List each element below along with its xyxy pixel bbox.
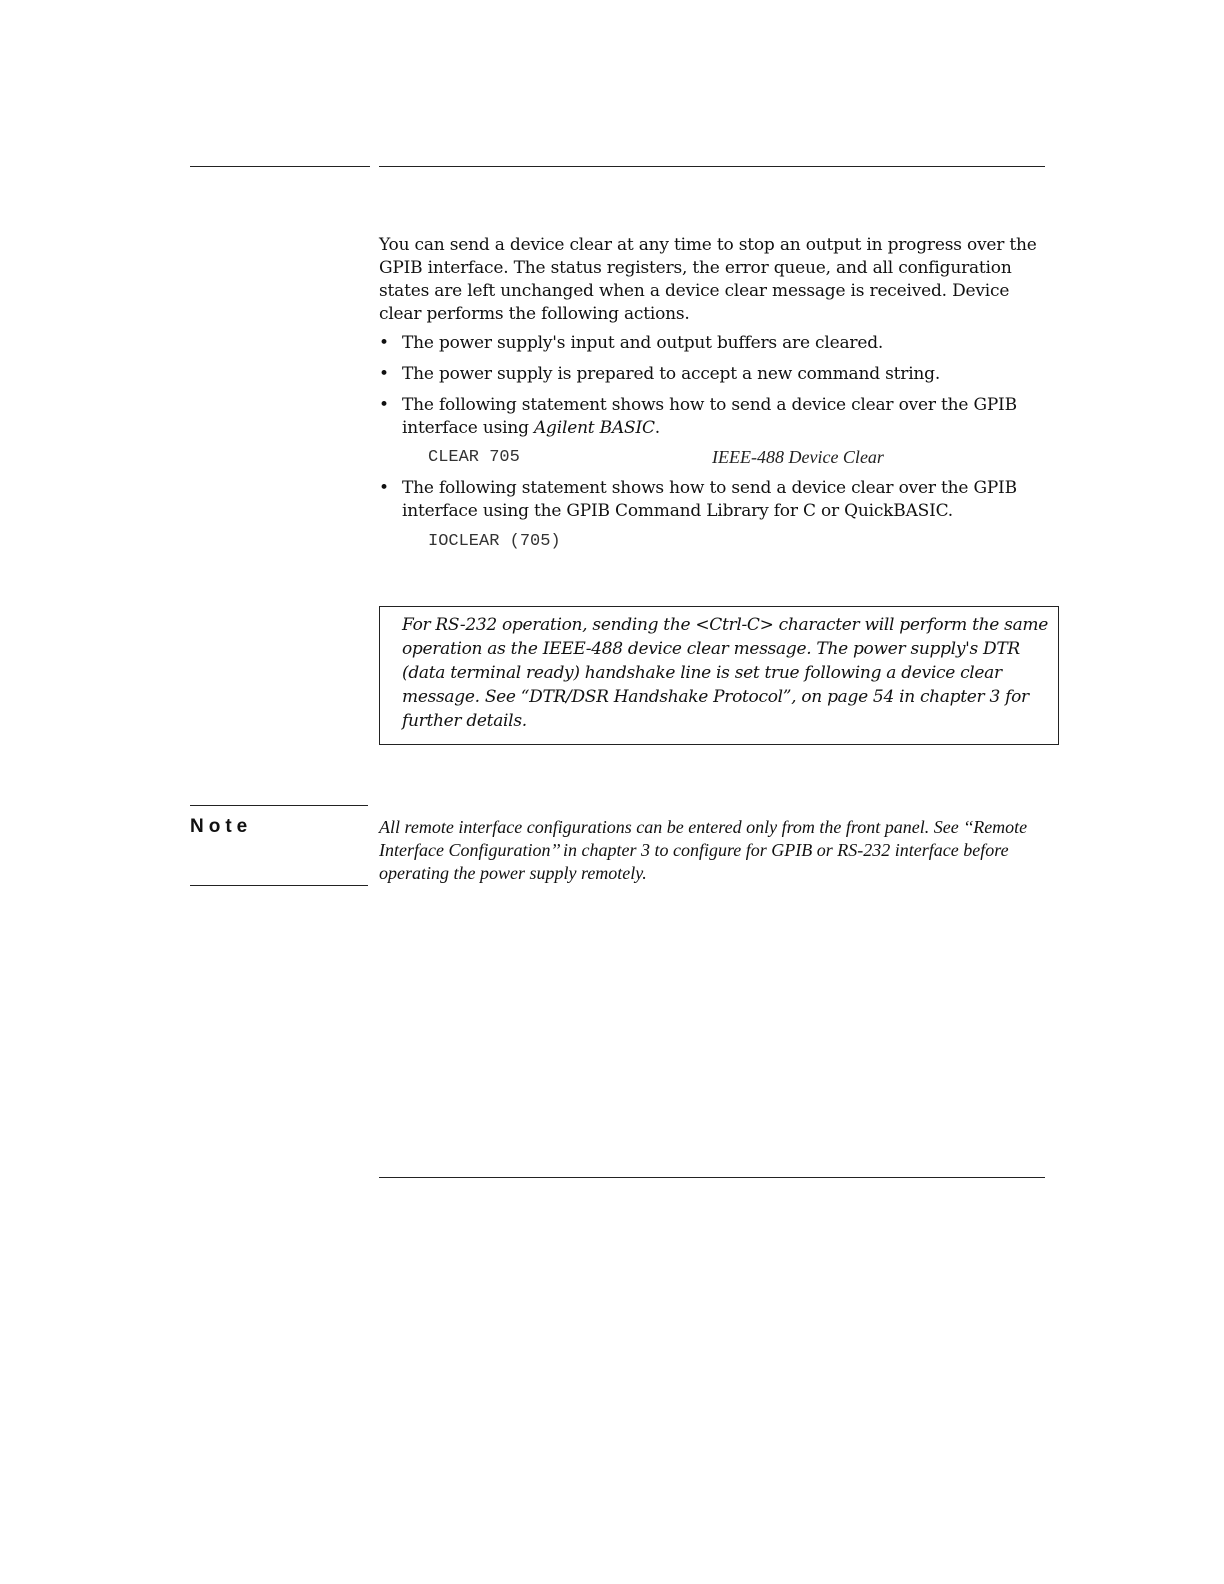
- list-item-text-before: The following statement shows how to send a device clear over the GPIB interface using: [402, 395, 1017, 438]
- list-item-text-italic: Agilent BASIC: [533, 418, 655, 438]
- note-label: Note: [190, 816, 253, 837]
- list-item: [379, 363, 1049, 386]
- bullet-icon: •: [379, 364, 389, 384]
- note-text: All remote interface configurations can be entered only from the front panel. See ‘‘Remote Interface Configuration’’ in chapter 3 to configure for GPIB or RS-232 interface before operating the power supply remotely.: [379, 817, 1028, 883]
- code-line: CLEAR 705: [428, 448, 520, 467]
- note-rule-bottom: [190, 885, 368, 886]
- action-list: [379, 332, 1049, 440]
- bullet-icon: •: [379, 333, 389, 353]
- rs232-callout-box: For RS-232 operation, sending the <Ctrl-C> character will perform the same operation as the IEEE-488 device clear message. The power supply's DTR (data terminal ready) handshake line is set true following a device clear message. See “DTR/DSR Handshake Protocol”, on page 54 in chapter 3 for further details.: [379, 606, 1059, 745]
- bullet-icon: •: [379, 478, 389, 498]
- code-line: IOCLEAR (705): [428, 532, 561, 551]
- bullet-icon: •: [379, 395, 389, 415]
- code-comment: IEEE-488 Device Clear: [712, 447, 884, 467]
- list-item-text: The power supply's input and output buffers are cleared.: [402, 333, 884, 353]
- footer-rule: [379, 1177, 1045, 1178]
- action-list-continued: [379, 477, 1049, 523]
- list-item-text: The following statement shows how to send a device clear over the GPIB interface using the GPIB Command Library for C or QuickBASIC.: [402, 478, 1017, 521]
- intro-paragraph: You can send a device clear at any time to stop an output in progress over the GPIB interface. The status registers, the error queue, and all configuration states are left unchanged when a device clear message is received. Device clear performs the following actions.: [379, 235, 1037, 324]
- list-item: [379, 332, 1049, 355]
- list-item-text-after: .: [654, 418, 661, 438]
- note-rule-top: [190, 805, 368, 806]
- list-item-text: [402, 395, 1017, 438]
- list-item: [379, 477, 1049, 523]
- header-rule-left: [190, 166, 370, 167]
- list-item: [379, 394, 1049, 440]
- list-item-text: The power supply is prepared to accept a new command string.: [402, 364, 941, 384]
- header-rule-right: [379, 166, 1045, 167]
